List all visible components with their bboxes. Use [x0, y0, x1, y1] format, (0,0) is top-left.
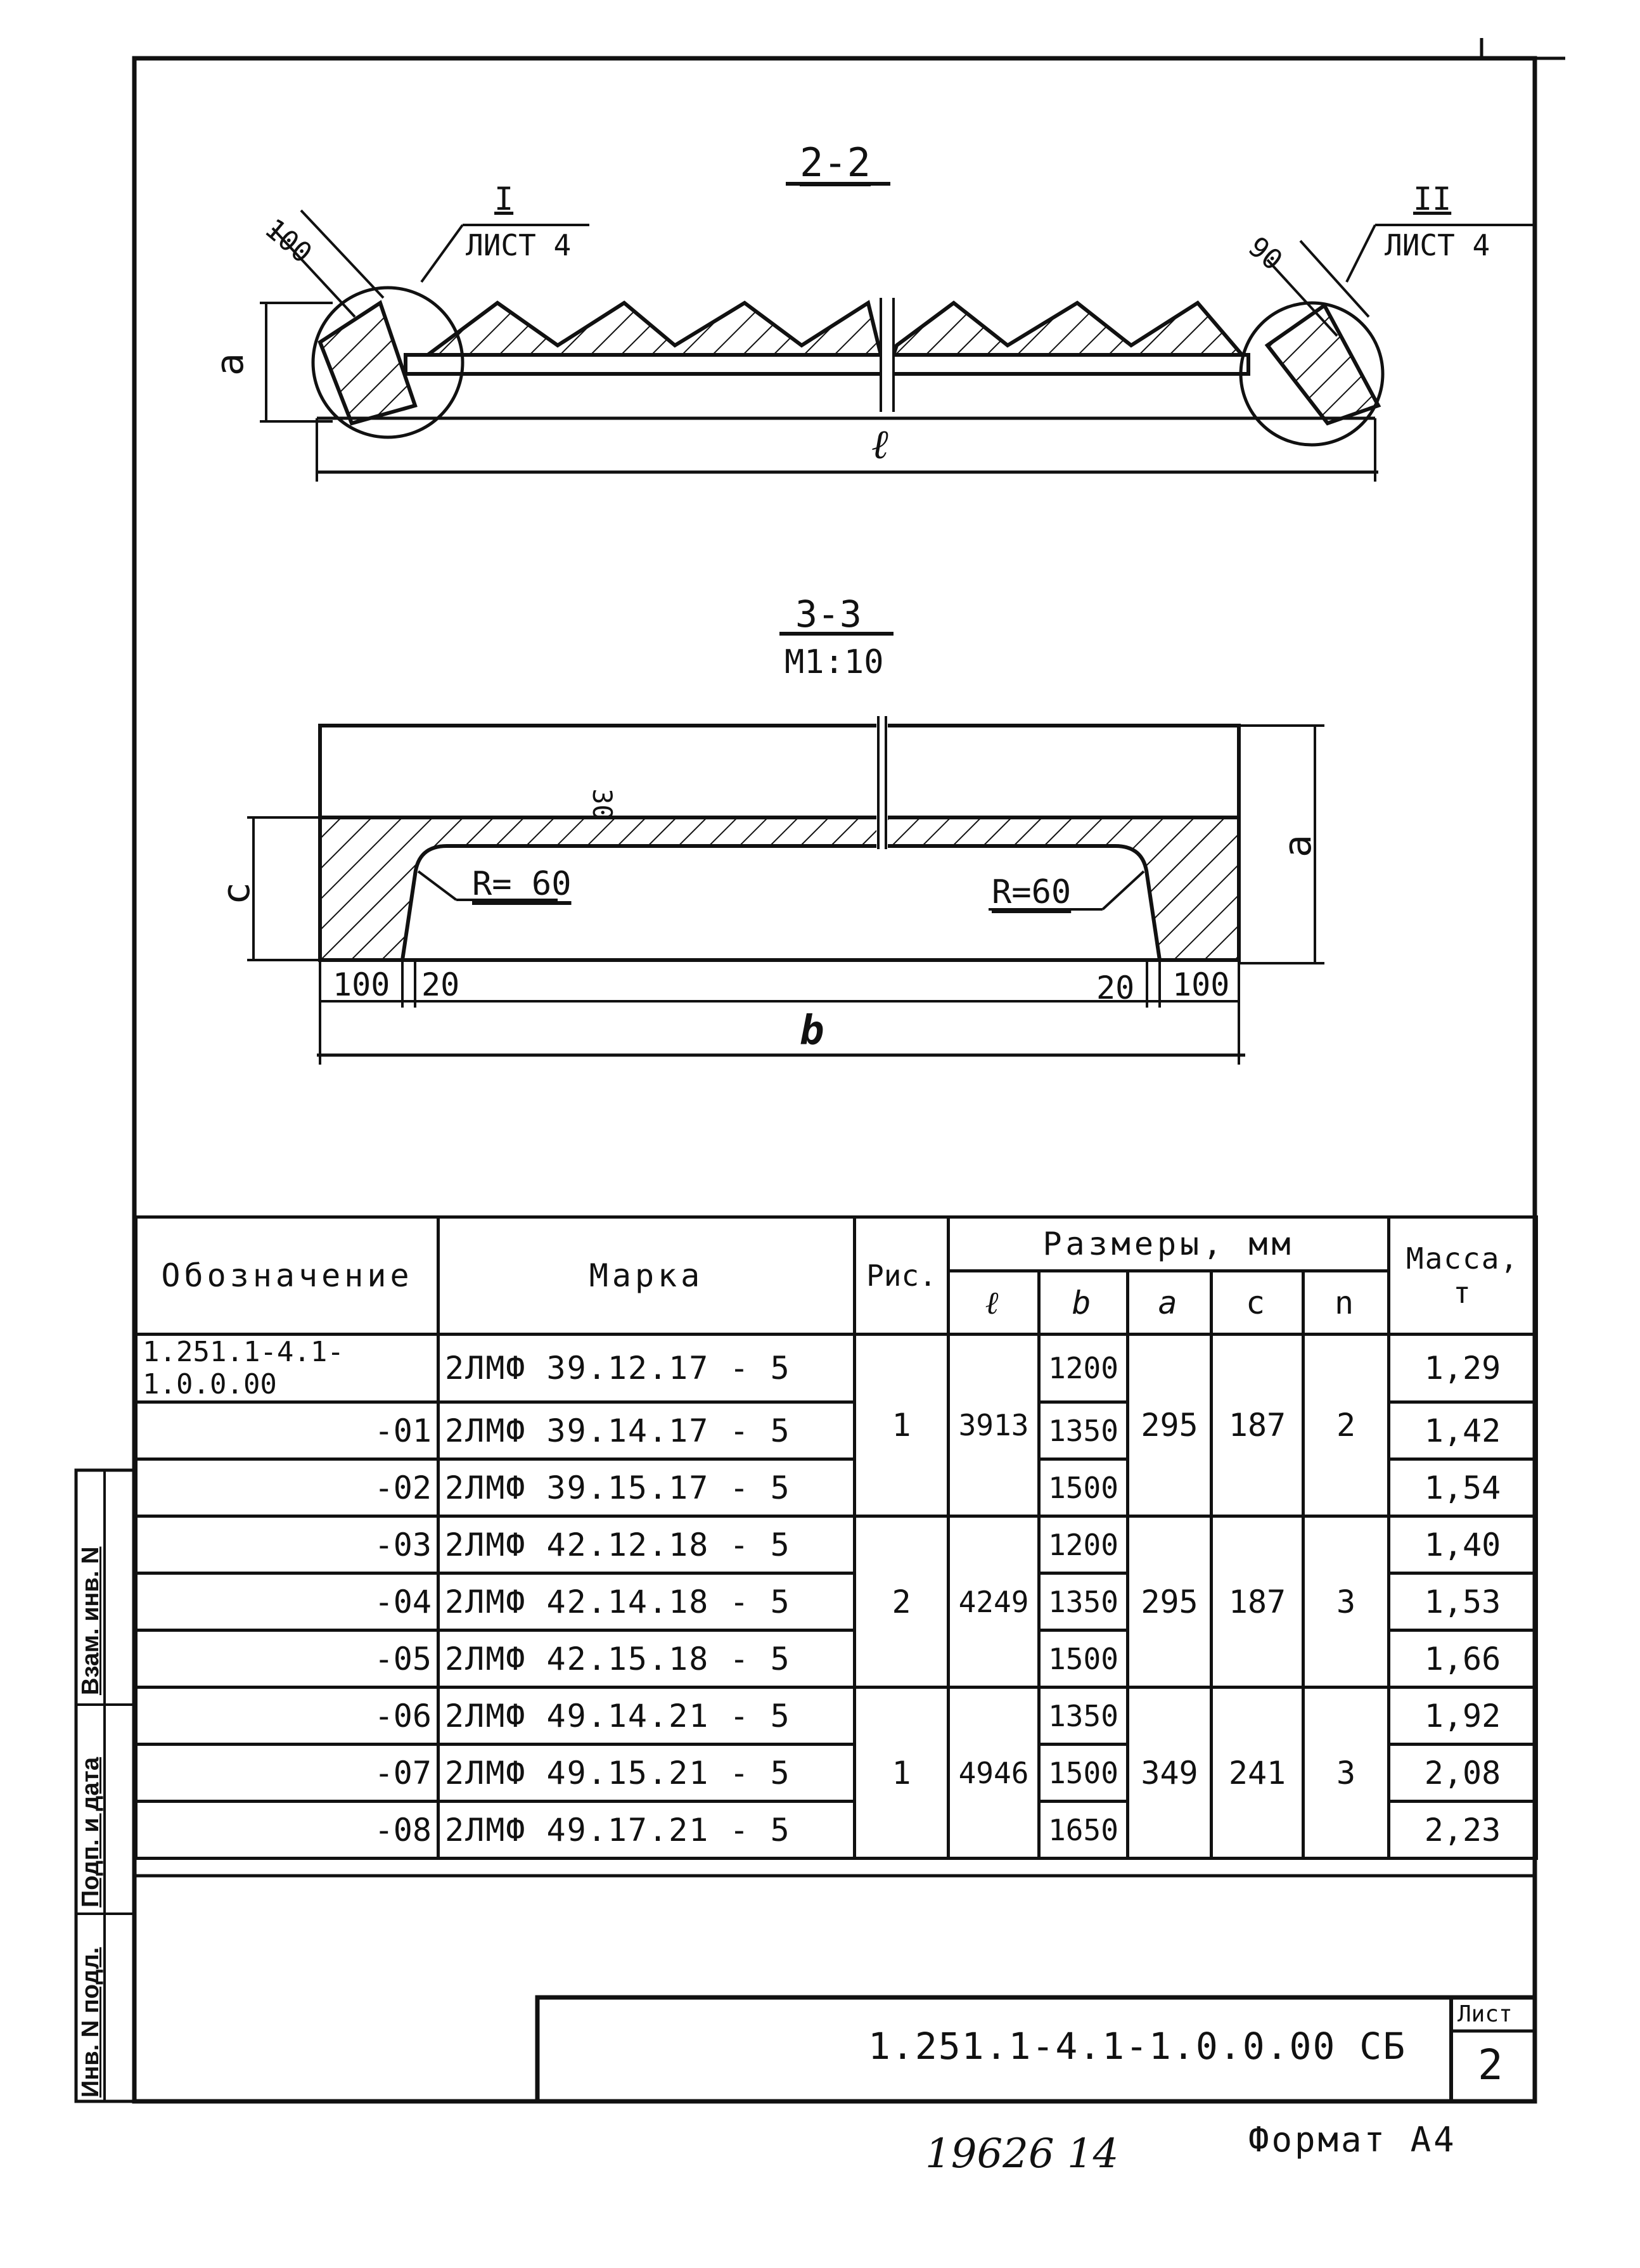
callout-1-num: I — [494, 181, 514, 217]
table-row: -05 2ЛМФ 42.15.18 - 5 1500 1,66 — [136, 1631, 1537, 1688]
dim-l-label: ℓ — [871, 421, 888, 468]
dim-a-label-2: a — [1276, 834, 1321, 858]
sheet-label: Лист — [1457, 2001, 1513, 2027]
table-row: -04 2ЛМФ 42.14.18 - 5 1350 1,53 — [136, 1573, 1537, 1631]
header-designation: Обозначение — [136, 1217, 439, 1335]
dim-20-right: 20 — [1096, 970, 1135, 1006]
specification-table — [134, 1215, 1538, 1860]
dim-100-label: 100 — [258, 212, 318, 270]
dim-a-label: a — [208, 352, 253, 376]
document-code: 1.251.1-4.1-1.0.0.00 СБ — [868, 2025, 1407, 2068]
table-row: -08 2ЛМФ 49.17.21 - 5 1650 2,23 — [136, 1802, 1537, 1859]
table-row: -06 2ЛМФ 49.14.21 - 5 1 4946 1350 349 241 3 1,92 — [136, 1688, 1537, 1745]
dim-90-label: 90 — [1241, 230, 1289, 278]
table-row: -03 2ЛМФ 42.12.18 - 5 2 4249 1200 295 187 3 1,40 — [136, 1516, 1537, 1573]
stamp-podp-data: Подп. и дата — [77, 1757, 104, 1907]
dim-b-label: b — [800, 1008, 824, 1054]
dim-100-right: 100 — [1172, 966, 1230, 1003]
handwritten-number: 19626 14 — [925, 2130, 1119, 2177]
section-2-2-drawing — [260, 184, 1534, 482]
callout-2-sheet: ЛИСТ 4 — [1385, 228, 1490, 262]
header-c: c — [1212, 1271, 1304, 1335]
radius-right-label: R=60 — [992, 873, 1072, 911]
section-3-3-title: 3-3 — [795, 593, 862, 636]
stamp-vzam: Взам. инв. N — [77, 1546, 104, 1695]
format-label: Формат А4 — [1248, 2120, 1457, 2160]
header-fig: Рис. — [855, 1217, 949, 1335]
table-row: -07 2ЛМФ 49.15.21 - 5 1500 2,08 — [136, 1745, 1537, 1802]
callout-2-num: II — [1413, 181, 1452, 217]
dim-20-left: 20 — [421, 966, 460, 1003]
dim-100-left: 100 — [333, 966, 390, 1003]
table-row: -01 2ЛМФ 39.14.17 - 5 1350 1,42 — [136, 1402, 1537, 1459]
table-row: 1.251.1-4.1-1.0.0.00 2ЛМФ 39.12.17 - 5 1 3913 1200 295 187 2 1,29 — [136, 1335, 1537, 1402]
dim-30-label: 30 — [586, 788, 618, 821]
table-row: -02 2ЛМФ 39.15.17 - 5 1500 1,54 — [136, 1459, 1537, 1516]
header-b: b — [1039, 1271, 1128, 1335]
sheet-number: 2 — [1478, 2041, 1503, 2089]
radius-left-label: R= 60 — [472, 865, 572, 903]
section-3-3-scale: М1:10 — [785, 643, 884, 681]
stamp-inv-podl: Инв. N подл. — [77, 1947, 104, 2098]
section-3-3-drawing — [247, 634, 1324, 1065]
header-mass: Масса, т — [1389, 1217, 1537, 1335]
header-n: n — [1304, 1271, 1389, 1335]
header-dims: Размеры, мм — [949, 1217, 1389, 1271]
header-mark: Марка — [439, 1217, 855, 1335]
header-a: a — [1128, 1271, 1212, 1335]
callout-1-sheet: ЛИСТ 4 — [466, 228, 572, 262]
header-l: ℓ — [949, 1271, 1039, 1335]
section-2-2-title: 2-2 — [800, 139, 871, 186]
dim-c-label: c — [214, 881, 259, 906]
